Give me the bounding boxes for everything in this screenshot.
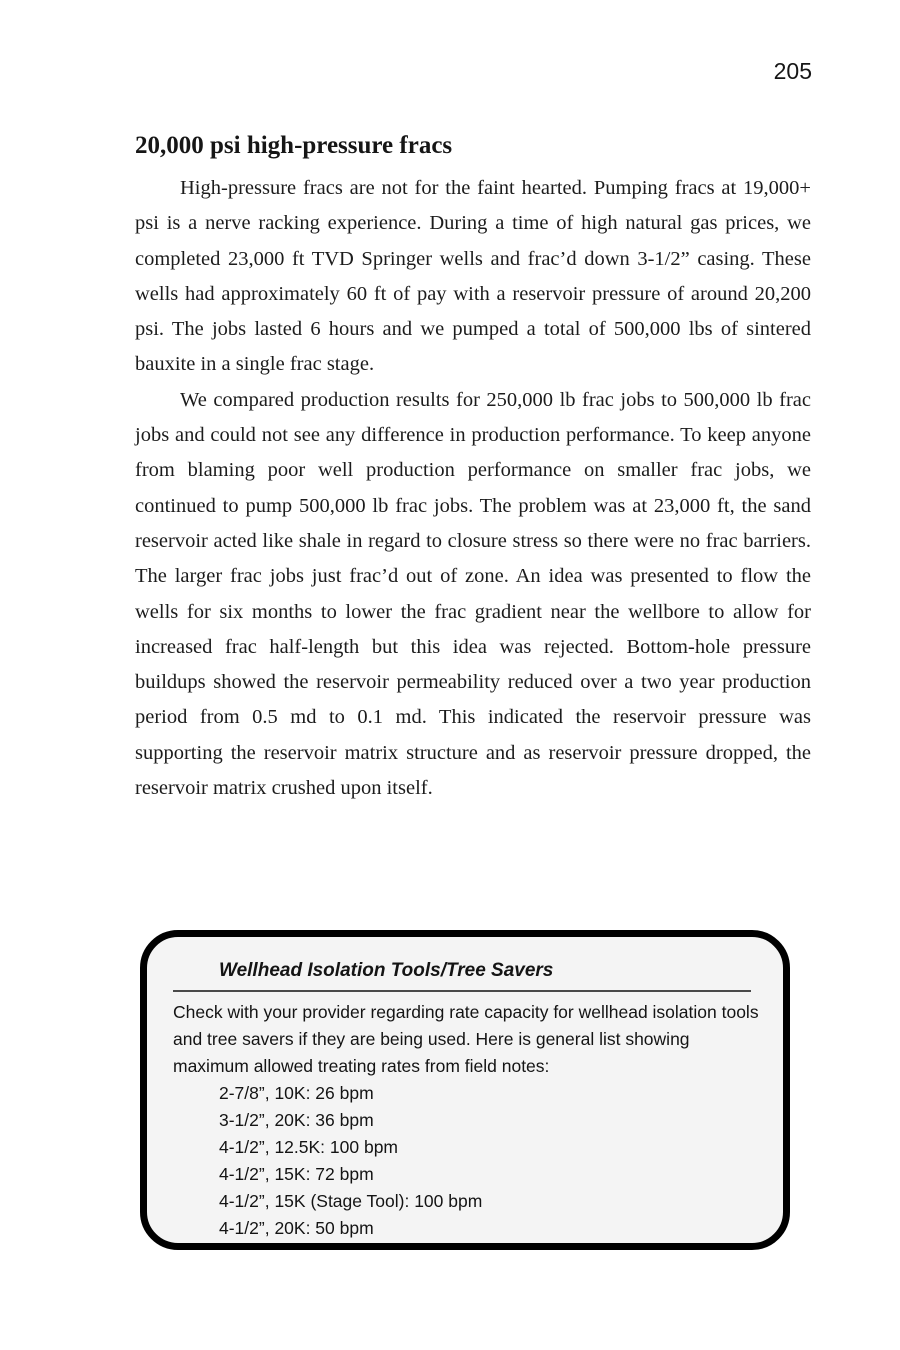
page-number: 205 bbox=[773, 58, 812, 84]
rate-list-item: 4-1/2”, 12.5K: 100 bpm bbox=[219, 1137, 398, 1157]
rate-list-item: 3-1/2”, 20K: 36 bpm bbox=[219, 1110, 374, 1130]
section-heading: 20,000 psi high-pressure fracs bbox=[135, 132, 453, 159]
body-paragraph-1: High-pressure fracs are not for the faint hearted. Pumping fracs at 19,000+ psi is a nerve racking experience. During a time of high natural gas prices, we completed 23,000 ft TVD Springer wells and frac’d down 3-1/2” casing. These wells had approximately 60 ft of pay with a reservoir pressure of around 20,200 psi. The jobs lasted 6 hours and we pumped a total of 500,000 lbs of sintered bauxite in a single frac stage. bbox=[135, 177, 811, 376]
callout-title: Wellhead Isolation Tools/Tree Savers bbox=[219, 960, 554, 981]
body-paragraph-2: We compared production results for 250,000 lb frac jobs to 500,000 lb frac jobs and could not see any difference in production performance. To keep anyone from blaming poor well production performance on smaller frac jobs, we continued to pump 500,000 lb frac jobs. The problem was at 23,000 ft, the sand reservoir acted like shale in regard to closure stress so there were no frac barriers. The larger frac jobs just frac’d out of zone. An idea was presented to flow the wells for six months to lower the frac gradient near the wellbore to allow for increased frac half-length but this idea was rejected. Bottom-hole pressure buildups showed the reservoir permeability reduced over a two year production period from 0.5 md to 0.1 md. This indicated the reservoir pressure was supporting the reservoir matrix structure and as reservoir pressure dropped, the reservoir matrix crushed upon itself. bbox=[135, 388, 811, 800]
callout-box bbox=[140, 930, 790, 1250]
rate-list-item: 4-1/2”, 15K: 72 bpm bbox=[219, 1164, 374, 1184]
page-content bbox=[135, 131, 811, 806]
rate-list-item: 2-7/8”, 10K: 26 bpm bbox=[219, 1083, 374, 1103]
callout-divider bbox=[173, 990, 751, 992]
callout-intro: Check with your provider regarding rate capacity for wellhead isolation tools and tree savers if they are being used. Here is general list showing maximum allowed treating rates from field notes: bbox=[173, 1002, 759, 1076]
rate-list-item: 4-1/2”, 20K: 50 bpm bbox=[219, 1218, 374, 1238]
rate-list bbox=[173, 1080, 763, 1242]
rate-list-item: 4-1/2”, 15K (Stage Tool): 100 bpm bbox=[219, 1191, 483, 1211]
